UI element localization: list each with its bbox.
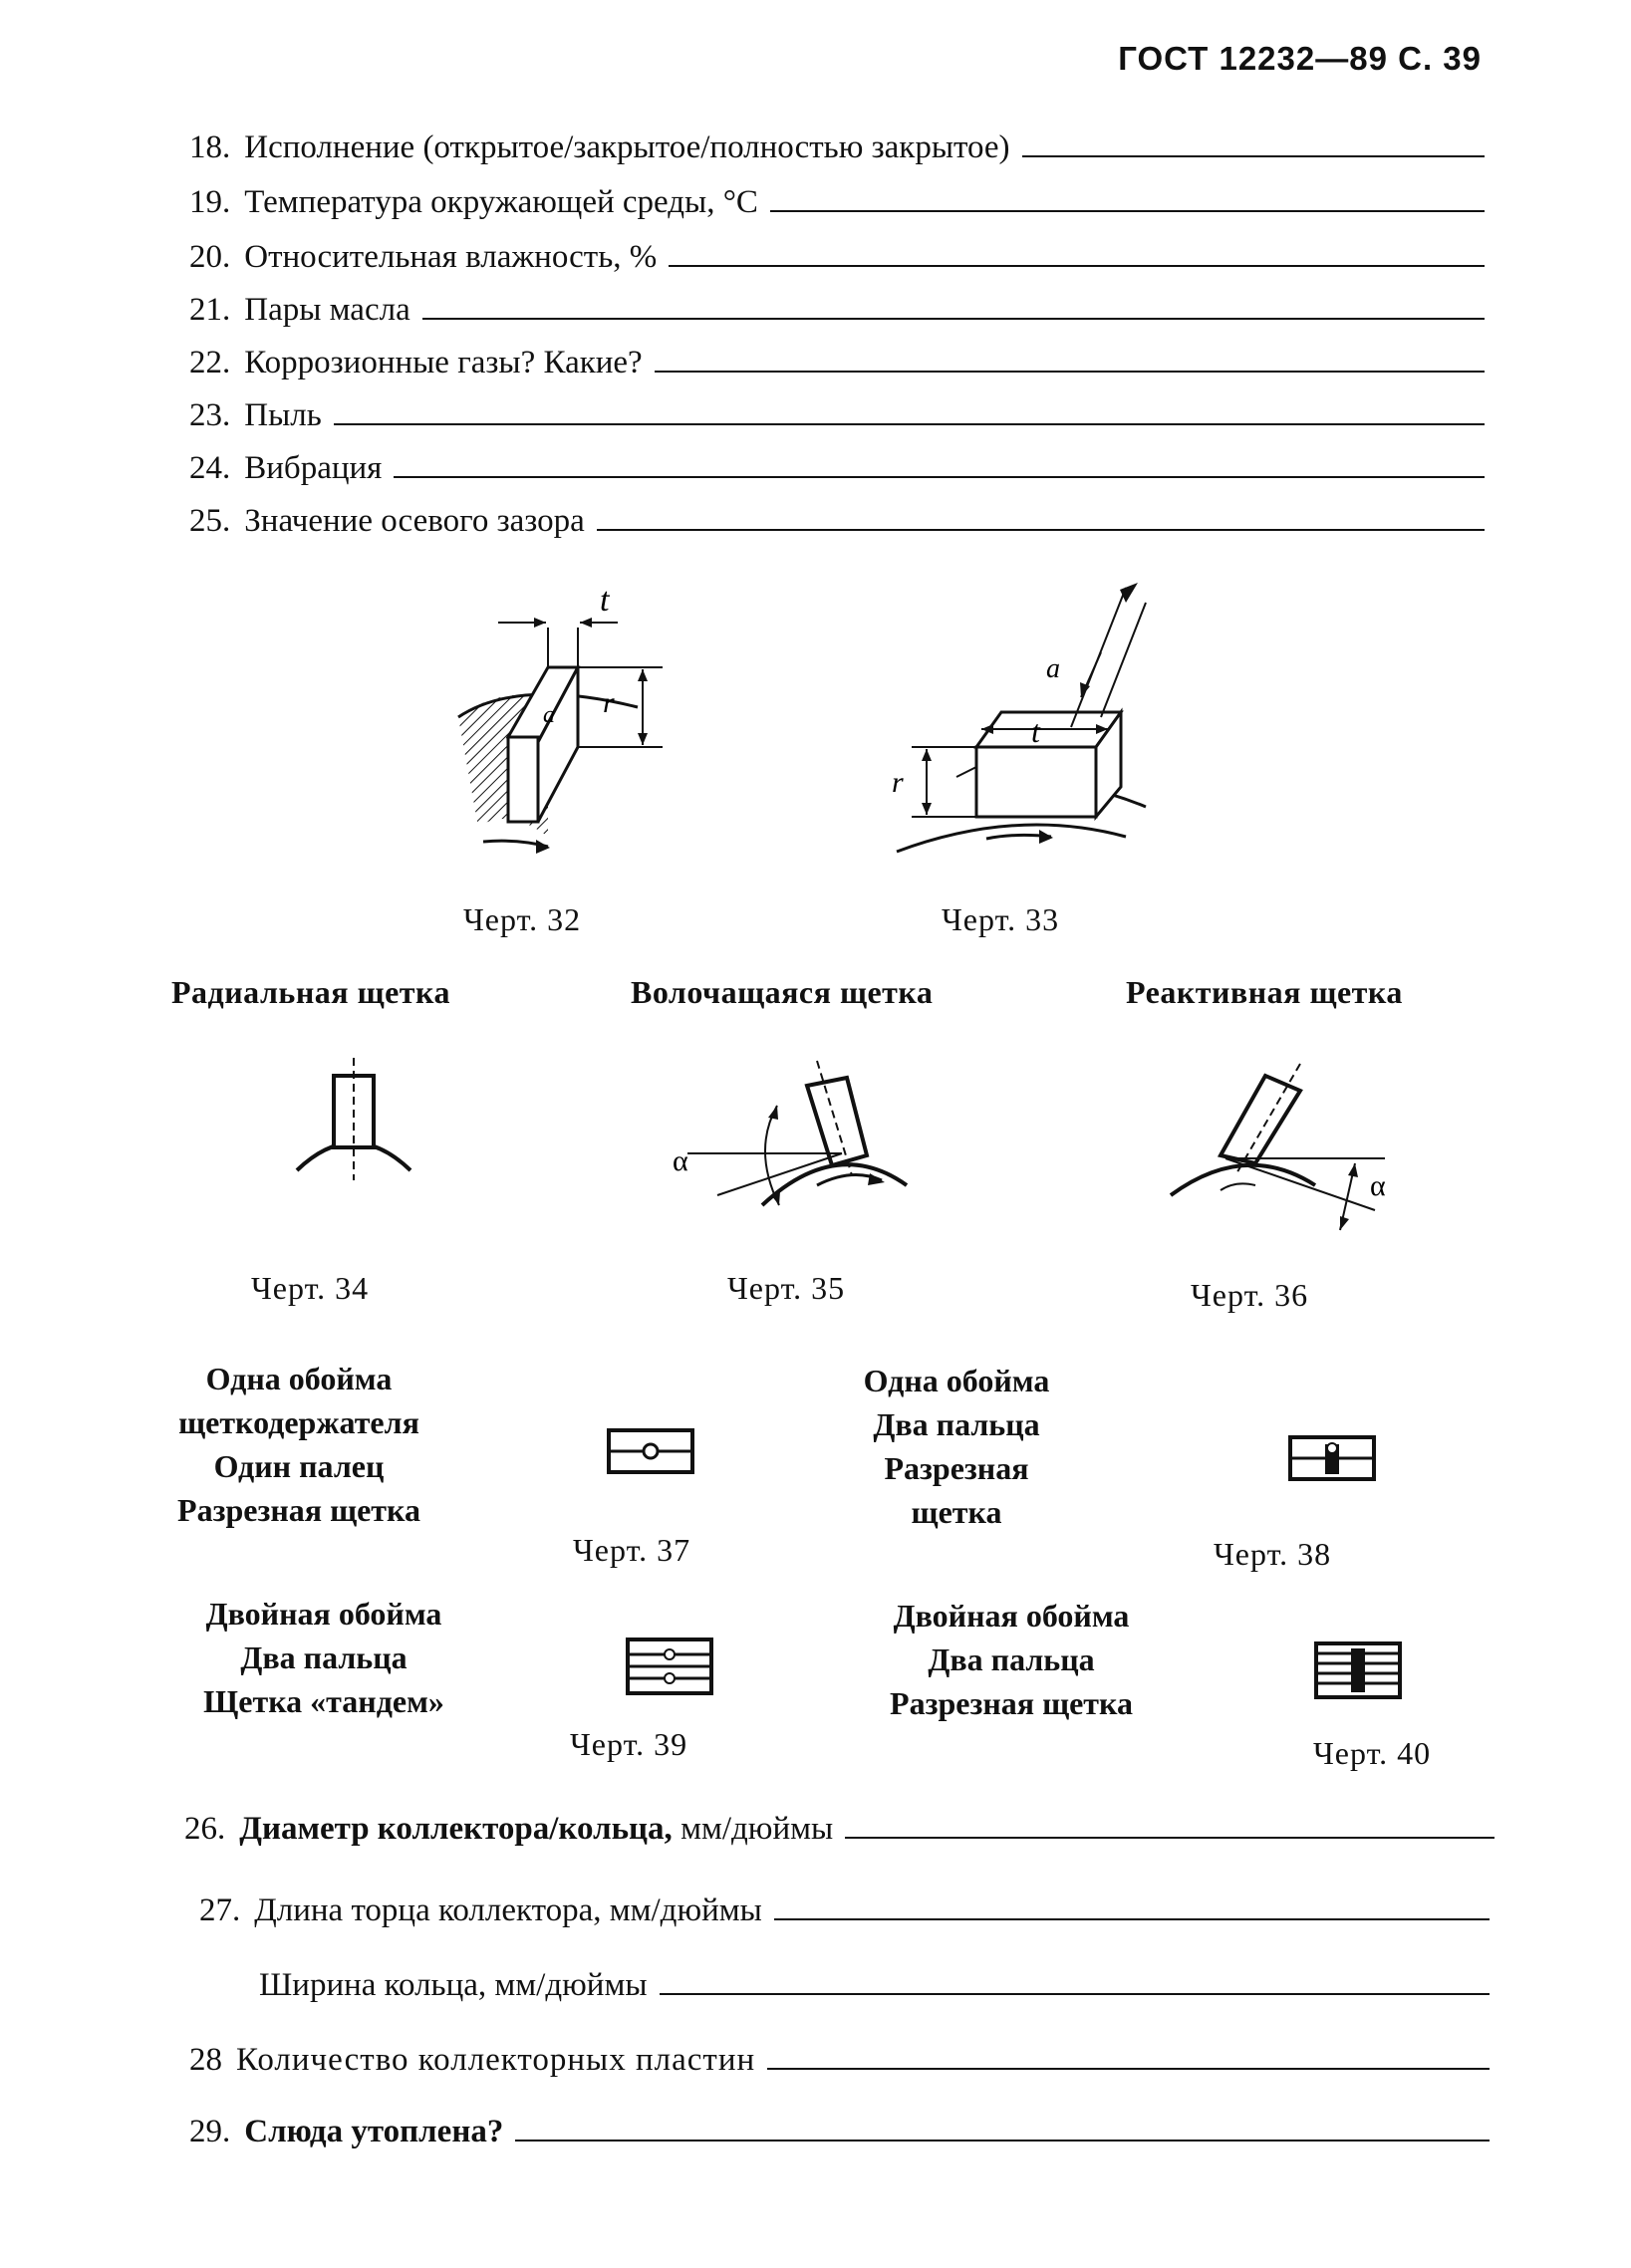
fill-in-line[interactable] — [1022, 154, 1485, 157]
item-label: Количество коллекторных пластин — [236, 2042, 756, 2078]
item-label: Слюда утоплена? — [244, 2114, 504, 2149]
fill-in-line[interactable] — [669, 264, 1485, 267]
item-number: 21. — [189, 292, 231, 328]
figure-36-drawing — [1166, 1056, 1425, 1235]
item-label: Пары масла — [244, 292, 410, 328]
fill-in-line[interactable] — [660, 1992, 1490, 1995]
item-19 — [189, 184, 1485, 221]
desc-line: Разрезная — [884, 1450, 1029, 1486]
label-alpha: α — [673, 1144, 688, 1177]
desc-line: Два пальца — [240, 1639, 408, 1675]
item-label: Исполнение (открытое/закрытое/полностью закрытое) — [244, 129, 1010, 165]
desc-line: Двойная обойма — [205, 1596, 442, 1632]
item-22 — [189, 345, 1485, 381]
desc-line: Щетка «тандем» — [203, 1683, 444, 1719]
desc-line: Одна обойма — [863, 1363, 1050, 1398]
item-label: Пыль — [244, 397, 322, 433]
fill-in-line[interactable] — [597, 528, 1485, 531]
item-23 — [189, 397, 1485, 434]
item-18 — [189, 129, 1485, 166]
fill-in-line[interactable] — [422, 317, 1485, 320]
label-a: a — [1046, 653, 1060, 684]
item-29 — [189, 2114, 1490, 2150]
desc-line: щетка — [911, 1494, 1002, 1530]
figure-33-drawing — [877, 568, 1136, 867]
item-20 — [189, 239, 1485, 276]
figure-37-drawing — [606, 1427, 695, 1477]
item-number: 18. — [189, 129, 231, 165]
figure-38-drawing — [1287, 1434, 1377, 1484]
label-t: t — [1031, 713, 1040, 749]
figure-35-drawing — [668, 1056, 927, 1235]
figure-32-caption: Черт. 32 — [463, 901, 582, 937]
desc-line: Двойная обойма — [893, 1598, 1130, 1634]
figure-38-caption: Черт. 38 — [1214, 1536, 1332, 1572]
item-label — [239, 1811, 833, 1848]
page-header: ГОСТ 12232—89 С. 39 — [1118, 40, 1482, 77]
title-reactive-brush: Реактивная щетка — [1126, 974, 1403, 1010]
figure-38-description — [807, 1359, 1106, 1534]
fill-in-line[interactable] — [845, 1836, 1495, 1839]
item-label: Ширина кольца, мм/дюймы — [259, 1967, 648, 2003]
item-number: 25. — [189, 503, 231, 539]
item-label: Относительная влажность, % — [244, 239, 658, 275]
title-trailing-brush: Волочащаяся щетка — [631, 974, 934, 1010]
item-number: 22. — [189, 345, 231, 380]
item-label-rest: мм/дюймы — [672, 1811, 834, 1847]
figure-34-drawing — [289, 1056, 418, 1185]
item-number: 20. — [189, 239, 231, 275]
fill-in-line[interactable] — [334, 422, 1485, 425]
desc-line: Разрезная щетка — [890, 1685, 1133, 1721]
figure-35-caption: Черт. 35 — [727, 1270, 846, 1306]
title-radial-brush: Радиальная щетка — [171, 974, 450, 1010]
figure-39-caption: Черт. 39 — [570, 1726, 688, 1762]
fill-in-line[interactable] — [767, 2067, 1490, 2070]
figure-39-description — [164, 1592, 483, 1723]
figure-40-drawing — [1313, 1640, 1403, 1700]
figure-37-caption: Черт. 37 — [573, 1532, 691, 1568]
figure-40-description — [852, 1594, 1171, 1725]
fill-in-line[interactable] — [394, 475, 1485, 478]
item-26 — [184, 1811, 1495, 1848]
label-a: a — [543, 702, 555, 728]
label-alpha: α — [1370, 1169, 1386, 1202]
desc-line: Разрезная щетка — [177, 1492, 420, 1528]
figure-36-caption: Черт. 36 — [1191, 1277, 1309, 1313]
item-number: 27. — [199, 1892, 241, 1928]
item-label: Коррозионные газы? Какие? — [244, 345, 643, 380]
fill-in-line[interactable] — [515, 2139, 1490, 2142]
desc-line: Два пальца — [873, 1406, 1040, 1442]
figure-40-caption: Черт. 40 — [1313, 1735, 1432, 1771]
fill-in-line[interactable] — [774, 1917, 1490, 1920]
item-number: 23. — [189, 397, 231, 433]
label-t: t — [600, 582, 610, 619]
figure-37-description — [149, 1357, 448, 1532]
item-number: 24. — [189, 450, 231, 486]
figure-34-caption: Черт. 34 — [251, 1270, 370, 1306]
item-label: Длина торца коллектора, мм/дюймы — [254, 1892, 762, 1928]
figure-39-drawing — [625, 1637, 714, 1696]
figure-33-caption: Черт. 33 — [942, 901, 1060, 937]
item-24 — [189, 450, 1485, 487]
figure-32-drawing — [438, 578, 678, 857]
item-label: Вибрация — [244, 450, 383, 486]
item-number: 28 — [189, 2042, 222, 2078]
item-label: Температура окружающей среды, °С — [244, 184, 758, 220]
item-27 — [199, 1892, 1490, 1929]
item-number: 26. — [184, 1811, 226, 1847]
fill-in-line[interactable] — [655, 370, 1485, 373]
label-r: r — [892, 766, 904, 799]
label-r: r — [603, 686, 615, 719]
fill-in-line[interactable] — [770, 209, 1485, 212]
desc-line: Одна обойма — [205, 1361, 393, 1396]
item-label: Значение осевого зазора — [244, 503, 585, 539]
item-28 — [189, 2042, 1490, 2079]
item-number: 29. — [189, 2114, 231, 2149]
desc-line: щеткодержателя — [178, 1404, 419, 1440]
item-27-ring-width — [249, 1967, 1490, 2004]
item-number: 19. — [189, 184, 231, 220]
item-21 — [189, 292, 1485, 329]
item-25 — [189, 503, 1485, 540]
desc-line: Два пальца — [928, 1641, 1095, 1677]
item-label-bold: Диаметр коллектора/кольца, — [239, 1811, 673, 1847]
desc-line: Один палец — [213, 1448, 385, 1484]
